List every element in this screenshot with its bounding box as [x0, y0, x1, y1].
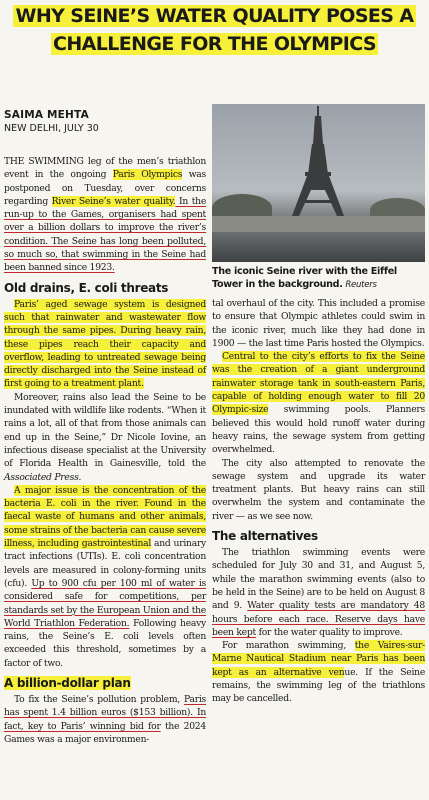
- paragraph-ecoli: [4, 484, 206, 670]
- eiffel-tower-photo: [212, 104, 425, 262]
- rains-text: Moreover, rains also lead the Seine to be inundated with wildlife like rodents. “When it rains a lot, all of that from those animals can end up in the Seine,” Dr Nicole Iovine, an infectious disease specialist at the University of Florida Health in Gainesville, told the: [4, 391, 206, 470]
- intro-text-1: THE SWIMMING leg of the men’s triathlon event in the ongoing: [4, 156, 206, 181]
- marathon-text: For marathon swimming,: [222, 640, 355, 652]
- subhead-old-drains: Old drains, E. coli threats: [4, 280, 169, 295]
- marathon-highlight: the Vaires-sur-Marne Nautical Stadium near Paris has been kept as an alternative ven: [212, 640, 426, 678]
- subhead-alternatives: The alternatives: [212, 529, 318, 544]
- subhead-billion-dollar: [4, 674, 206, 692]
- paragraph-marathon: [212, 639, 425, 705]
- ecoli-highlight: A major issue is the concentration of the bacteria E. coli in the river. Found in the faecal waste of humans and other animals, some strains of the bacteria can cause severe illness, including gastrointestinal: [4, 484, 206, 550]
- headline-line-2: CHALLENGE FOR THE OLYMPICS: [52, 33, 376, 55]
- paragraph-storage-tank: [212, 350, 425, 456]
- byline: [4, 109, 99, 134]
- paragraph-plan: [4, 693, 206, 746]
- paragraph-schedule: [212, 546, 425, 639]
- intro-text-2: was postponed on Tuesday, over concerns regarding: [4, 169, 207, 207]
- right-column: [212, 297, 425, 706]
- author-name: SAIMA MEHTA: [4, 109, 89, 121]
- headline-line-1: WHY SEINE’S WATER QUALITY POSES A: [15, 5, 414, 27]
- plan-text: To fix the Seine’s pollution problem,: [14, 693, 184, 705]
- plan-end: the 2024 Games was a major environmen-: [4, 720, 206, 745]
- photo-credit: Reuters: [345, 280, 377, 290]
- schedule-end: for the water quality to improve.: [255, 626, 403, 638]
- storage-tank-highlight: Central to the city’s efforts to fix the Seine was the creation of a giant underground rainwater storage tank in south-eastern Paris, capable of holding enough water to fill 20 Olympic-size: [212, 351, 425, 416]
- paragraph-sewage: [4, 298, 206, 391]
- left-column: [4, 155, 206, 746]
- intro-highlight-water-quality: River Seine’s water quality.: [51, 195, 176, 207]
- schedule-underline: Water quality tests are mandatory 48 hours before each race. Reserve days have been kept: [212, 600, 425, 638]
- ecoli-end: Following heavy rains, the Seine’s E. coli levels often exceeded this threshold, sometimes by a factor of two.: [4, 617, 206, 669]
- intro-paragraph: [4, 155, 206, 275]
- paragraph-rains: [4, 391, 206, 484]
- subhead-billion-text: A billion-dollar plan: [4, 675, 131, 690]
- ecoli-text: and urinary tract infections (UTIs). E. coli concentration levels are measured in colony-forming units (cfu).: [4, 538, 206, 589]
- photo-caption: [212, 265, 425, 292]
- rains-source: Associated Press.: [4, 471, 82, 483]
- sewage-highlight: Paris’ aged sewage system is designed such that rainwater and wastewater flow through the same pipes. During heavy rain, these pipes reach their capacity and overflow, leading to untreated sewage being directly discharged into the Seine instead of first going to a treatment plant.: [4, 298, 206, 390]
- intro-highlight-olympics: Paris Olympics: [112, 169, 183, 181]
- schedule-text: The triathlon swimming events were scheduled for July 30 and 31, and August 5, while the marathon swimming events (also to be held in the Seine) are to be held on August 8 and 9.: [212, 547, 425, 612]
- plan-underline: Paris has spent 1.4 billion euros ($153 billion). In fact, key to Paris’ winning bid for: [4, 693, 206, 732]
- marathon-end: ue. If the Seine remains, the swimming leg of the triathlons may be cancelled.: [212, 666, 426, 705]
- headline: [4, 2, 425, 58]
- intro-text-3: In the run-up to the Games, organisers had spent over a billion dollars to improve the river’s condition. The Seine has long been polluted, so much so, that swimming in the Seine had been banned since 1923.: [4, 195, 207, 274]
- eiffel-tower-icon: [212, 104, 425, 262]
- caption-text: The iconic Seine river with the Eiffel Tower in the background.: [212, 266, 397, 290]
- ecoli-underline: Up to 900 cfu per 100 ml of water is considered safe for competitions, per standards set by the European Union and the World Triathlon Federation.: [4, 577, 206, 629]
- paragraph-overhaul: tal overhaul of the city. This included a promise to ensure that Olympic athletes could swim in the iconic river, much like they had done in 1900 — the last time Paris hosted the Olympics.: [212, 298, 425, 349]
- paragraph-renovate: The city also attempted to renovate the sewage system and upgrade its water treatment plants. But heavy rains can still overwhelm the system and contaminate the river — as we see now.: [212, 457, 425, 522]
- storage-tank-text: swimming pools. Planners believed this would hold runoff water during heavy rains, the sewage system from getting overwhelmed.: [212, 404, 425, 456]
- dateline: NEW DELHI, JULY 30: [4, 123, 99, 134]
